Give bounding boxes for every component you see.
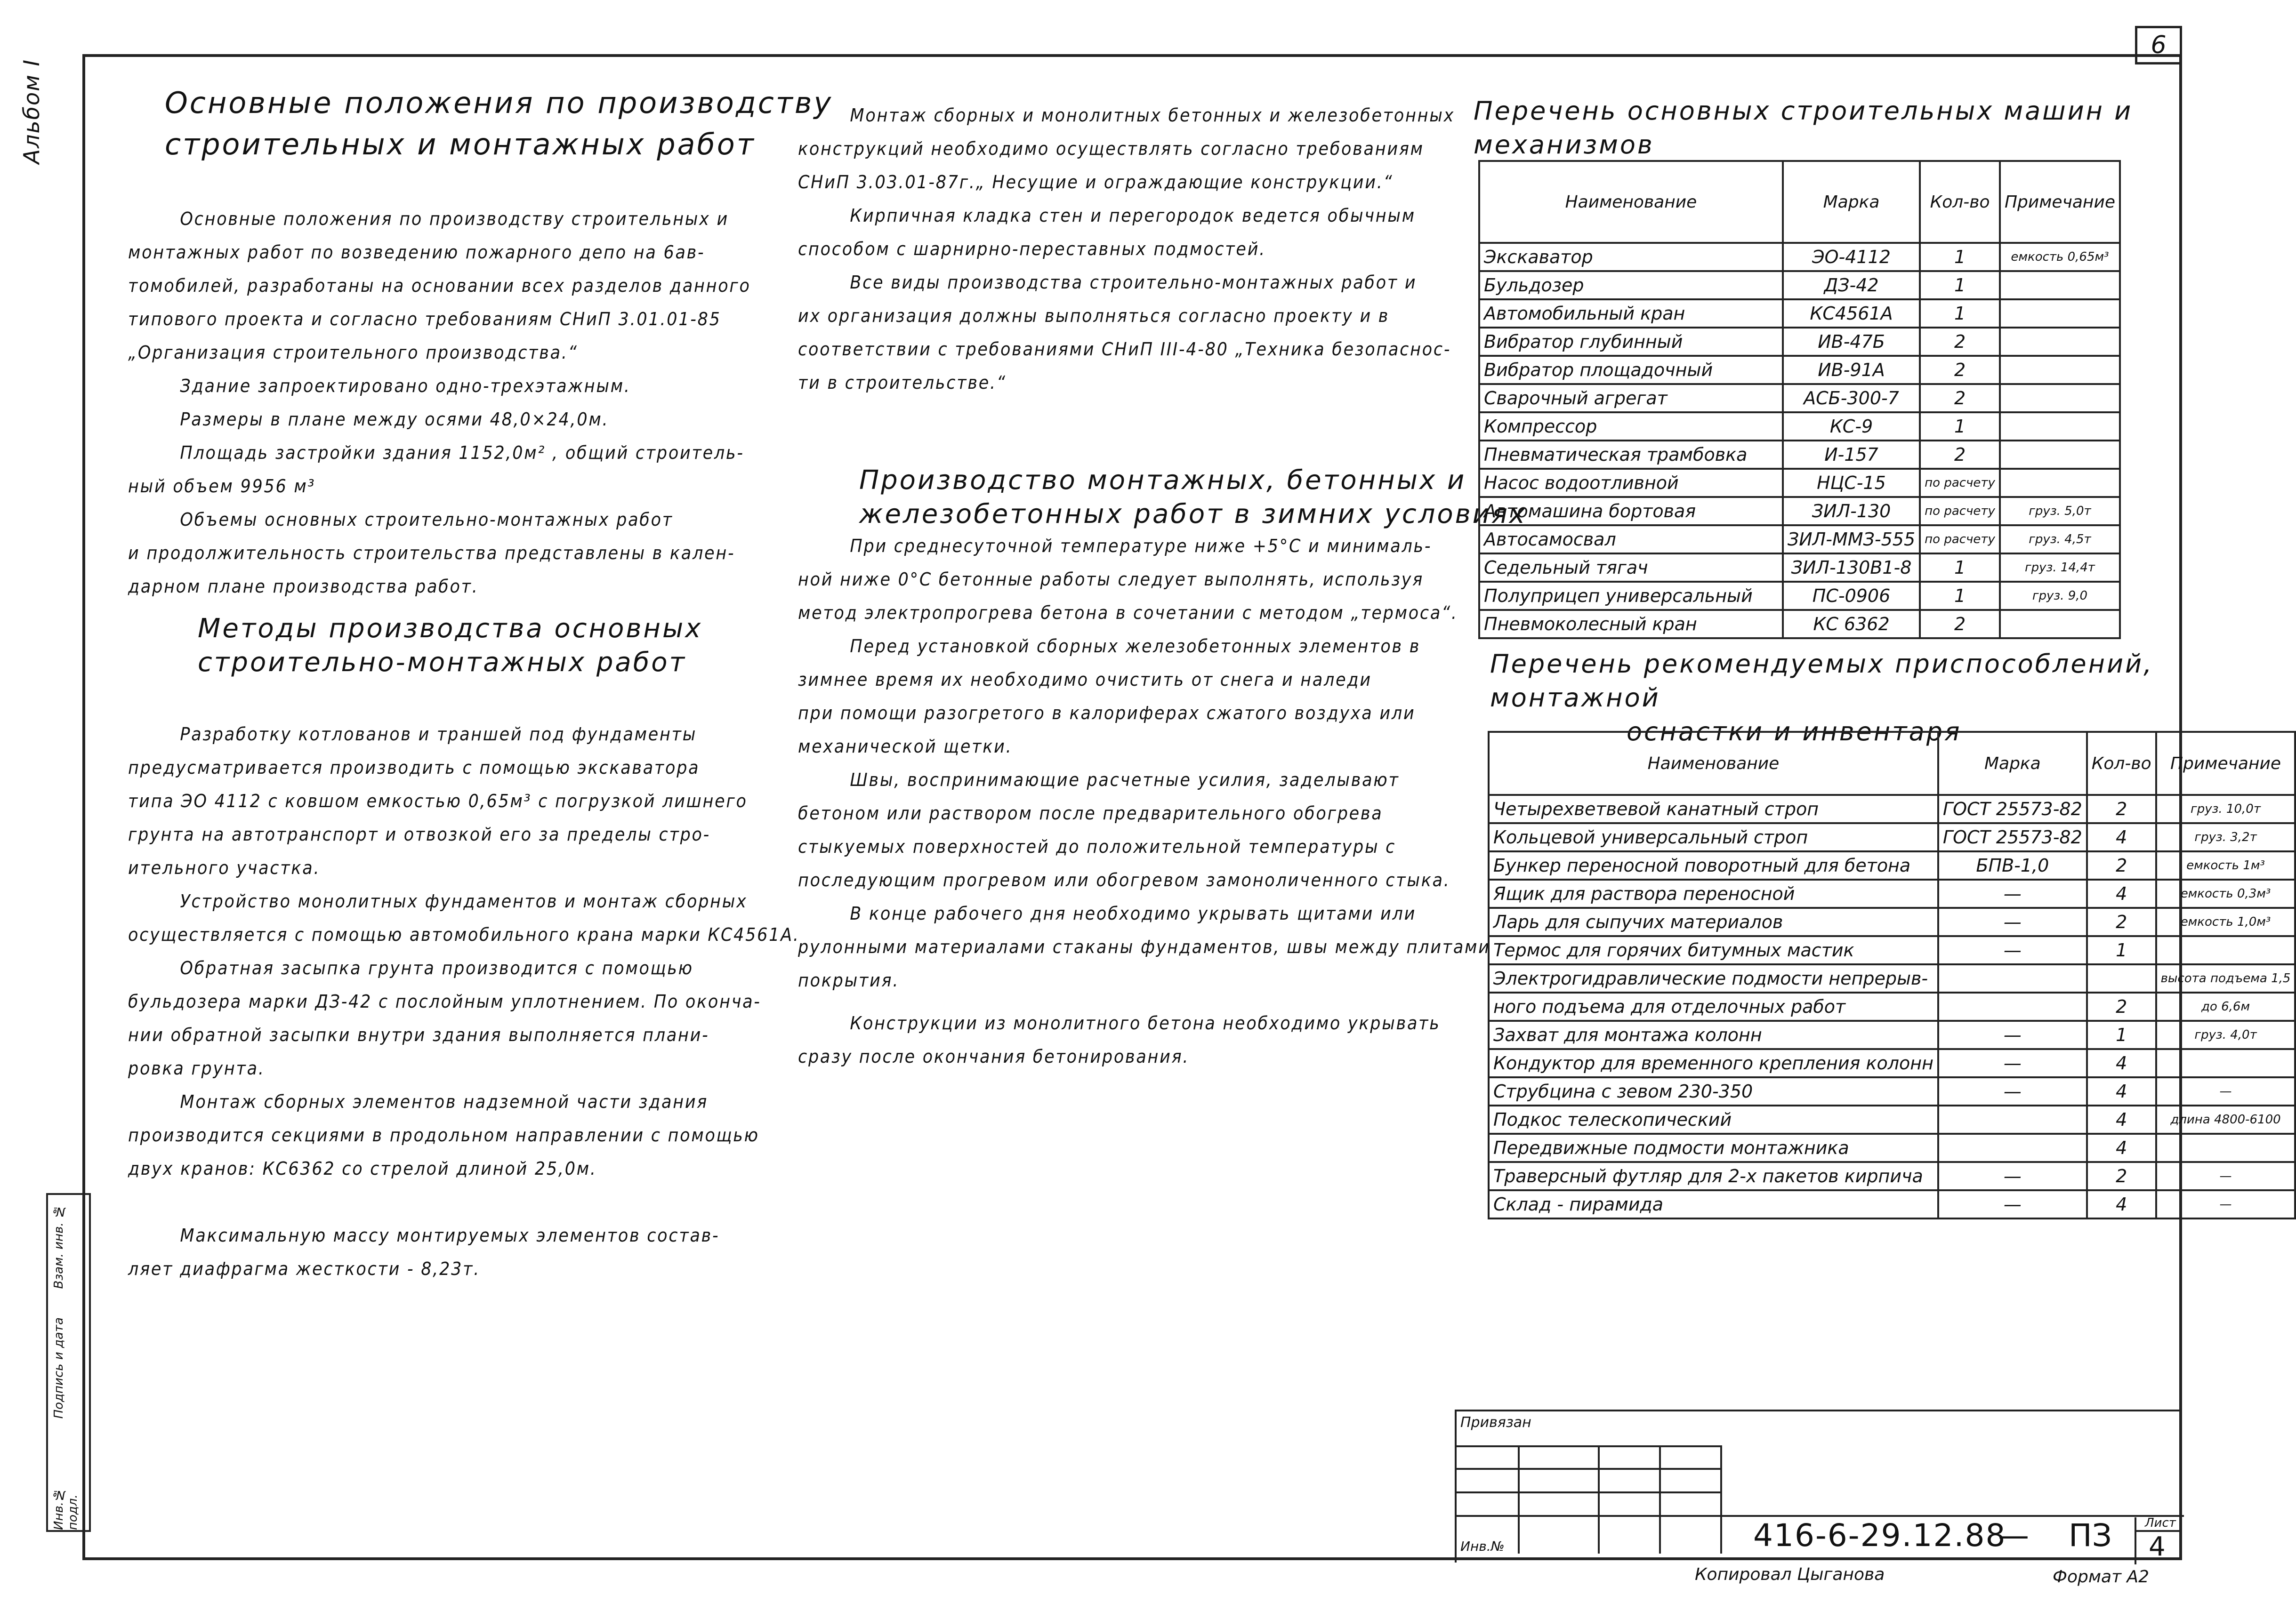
text-line: ровка грунта. — [128, 1058, 265, 1079]
table-cell: КС 6362 — [1783, 610, 1920, 638]
table-cell: ГОСТ 25573-82 — [1938, 795, 2087, 823]
text-line: их организация должны выполняться согласно проекту и в — [798, 305, 1390, 326]
column-header: Примечание — [2000, 161, 2120, 243]
table-cell: 1 — [2087, 1021, 2156, 1049]
table-cell: груз. 14,4т — [2000, 553, 2120, 582]
text-line: Основные положения по производству строительных и — [180, 208, 729, 229]
table-cell: Автомобильный кран — [1479, 299, 1783, 328]
table-cell — [2000, 412, 2120, 441]
table-cell — [1938, 1106, 2087, 1134]
text-line: Кирпичная кладка стен и перегородок ведется обычным — [850, 205, 1416, 226]
table-row — [1489, 1021, 2295, 1049]
text-line: метод электропрогрева бетона в сочетании с методом „термоса“. — [798, 602, 1458, 623]
winter-title: Производство монтажных, бетонных и железобетонных работ в зимних условиях — [859, 465, 1527, 529]
side-strip-label: Инв.№ подл. — [52, 1487, 80, 1530]
text-line: Обратная засыпка грунта производится с помощью — [180, 958, 693, 978]
table-row — [1479, 525, 2120, 553]
text-line: ной ниже 0°С бетонные работы следует выполнять, используя — [798, 569, 1424, 590]
table-cell: 2 — [2087, 908, 2156, 936]
table-row — [1479, 469, 2120, 497]
stamp-line — [1659, 1445, 1661, 1554]
text-line: типового проекта и согласно требованиям СНиП 3.01.01-85 — [128, 309, 721, 329]
title-block — [1455, 1410, 2182, 1563]
table-cell: 2 — [1920, 441, 2000, 469]
table-row — [1479, 582, 2120, 610]
table-cell: Траверсный футляр для 2-х пакетов кирпича — [1489, 1162, 1938, 1190]
table-cell: Сварочный агрегат — [1479, 384, 1783, 412]
table-row — [1479, 412, 2120, 441]
table-cell: Ящик для раствора переносной — [1489, 880, 1938, 908]
table-cell: груз. 3,2т — [2156, 823, 2296, 851]
table-cell: 2 — [2087, 851, 2156, 880]
column-header: Марка — [1938, 732, 2087, 795]
stamp-line — [2135, 1517, 2136, 1564]
text-line: СНиП 3.03.01-87г.„ Несущие и ограждающие конструкции.“ — [798, 172, 1394, 192]
table-cell: 4 — [2087, 880, 2156, 908]
table-cell: 1 — [2087, 936, 2156, 964]
column-header: Кол-во — [2087, 732, 2156, 795]
text-line: Все виды производства строительно-монтажных работ и — [850, 272, 1417, 293]
table-cell: — — [1938, 908, 2087, 936]
text-line: механической щетки. — [798, 736, 1013, 757]
text-line: бульдозера марки ДЗ-42 с послойным уплотнением. По оконча- — [128, 991, 761, 1012]
winter-text — [798, 529, 1490, 1074]
sheet-number: 6 — [2135, 26, 2182, 64]
table-cell: ИВ-91А — [1783, 356, 1920, 384]
table-cell: Автомашина бортовая — [1479, 497, 1783, 525]
table-row — [1479, 299, 2120, 328]
table-cell: 2 — [2087, 795, 2156, 823]
table-row — [1479, 243, 2120, 271]
text-line: В конце рабочего дня необходимо укрывать щитами или — [850, 903, 1417, 924]
table-cell: — — [2156, 1162, 2296, 1190]
table-cell: Экскаватор — [1479, 243, 1783, 271]
text-line: Монтаж сборных и монолитных бетонных и железобетонных — [850, 105, 1455, 126]
table-cell — [2000, 299, 2120, 328]
text-line: ный объем 9956 м³ — [128, 476, 316, 497]
table-row — [1489, 1134, 2295, 1162]
installation-text — [798, 99, 1455, 400]
table-cell: 2 — [2087, 1162, 2156, 1190]
text-line: стыкуемых поверхностей до положительной температуры с — [798, 836, 1396, 857]
text-line: грунта на автотранспорт и отвозкой его за пределы стро- — [128, 824, 711, 845]
table-cell: Кондуктор для временного крепления колонн — [1489, 1049, 1938, 1077]
table-cell: емкость 0,65м³ — [2000, 243, 2120, 271]
text-line: способом с шарнирно-переставных подмостей. — [798, 239, 1266, 259]
table-cell: емкость 1,0м³ — [2156, 908, 2296, 936]
machines-table — [1478, 160, 2121, 639]
text-line: и продолжительность строительства представлены в кален- — [128, 543, 735, 563]
table-cell — [2000, 328, 2120, 356]
table-cell: АСБ-300-7 — [1783, 384, 1920, 412]
table-cell: емкость 0,3м³ — [2156, 880, 2296, 908]
text-line: томобилей, разработаны на основании всех разделов данного — [128, 275, 751, 296]
table-cell: — — [1938, 1021, 2087, 1049]
table-cell: Бункер переносной поворотный для бетона — [1489, 851, 1938, 880]
table-row — [1489, 795, 2295, 823]
table-cell: Седельный тягач — [1479, 553, 1783, 582]
table-cell: Бульдозер — [1479, 271, 1783, 299]
stamp-line — [1457, 1491, 1720, 1493]
document-code: 416-6-29.12.88 — [1753, 1517, 2006, 1554]
list-number: 4 — [2149, 1531, 2166, 1562]
table-cell — [2000, 441, 2120, 469]
table-cell: Подкос телескопический — [1489, 1106, 1938, 1134]
text-line: нии обратной засыпки внутри здания выполняется плани- — [128, 1025, 709, 1045]
table-cell: 4 — [2087, 1190, 2156, 1218]
table-cell: 1 — [1920, 553, 2000, 582]
copied-by: Копировал Цыганова — [1695, 1565, 1885, 1584]
table-cell: КС4561А — [1783, 299, 1920, 328]
text-line — [128, 1186, 800, 1219]
table-cell: груз. 10,0т — [2156, 795, 2296, 823]
table-cell: 4 — [2087, 823, 2156, 851]
table-cell: емкость 1м³ — [2156, 851, 2296, 880]
table-cell: Вибратор площадочный — [1479, 356, 1783, 384]
table-row — [1489, 1162, 2295, 1190]
table-row — [1479, 610, 2120, 638]
table-cell: Струбцина с зевом 230-350 — [1489, 1077, 1938, 1106]
table-row — [1489, 851, 2295, 880]
stamp-line — [1518, 1445, 1520, 1554]
table-row — [1489, 823, 2295, 851]
text-line: сразу после окончания бетонирования. — [798, 1046, 1190, 1067]
table-cell: 2 — [2087, 993, 2156, 1021]
methods-title: Методы производства основных строительно-монтажных работ — [198, 613, 703, 678]
privyazan-label: Привязан — [1460, 1414, 1531, 1431]
text-line: Перед установкой сборных железобетонных элементов в — [850, 636, 1421, 657]
text-line: покрытия. — [798, 970, 900, 991]
table-row — [1479, 328, 2120, 356]
table-cell: 4 — [2087, 1134, 2156, 1162]
general-provisions-text — [128, 202, 751, 603]
table-row — [1489, 1077, 2295, 1106]
table-cell: 2 — [1920, 610, 2000, 638]
text-line: Размеры в плане между осями 48,0×24,0м. — [180, 409, 609, 430]
table-cell: НЦС-15 — [1783, 469, 1920, 497]
table-cell: длина 4800-6100 — [2156, 1106, 2296, 1134]
text-line: соответствии с требованиями СНиП III-4-80 „Техника безопаснос- — [798, 339, 1451, 360]
text-line: Площадь застройки здания 1152,0м² , общий строитель- — [180, 442, 744, 463]
table-cell: Пневмоколесный кран — [1479, 610, 1783, 638]
table-cell: груз. 4,0т — [2156, 1021, 2296, 1049]
table-cell: Передвижные подмости монтажника — [1489, 1134, 1938, 1162]
table-cell: 1 — [1920, 271, 2000, 299]
table-cell — [2000, 384, 2120, 412]
tools-title: Перечень рекомендуемых приспособлений, монтажной оснастки и инвентаря — [1490, 649, 2154, 746]
inv-label: Инв.№ — [1460, 1539, 1505, 1554]
table-cell: 4 — [2087, 1077, 2156, 1106]
text-line: Объемы основных строительно-монтажных работ — [180, 509, 673, 530]
text-line: Максимальную массу монтируемых элементов состав- — [180, 1225, 720, 1246]
column-header: Наименование — [1489, 732, 1938, 795]
table-cell: 2 — [1920, 384, 2000, 412]
table-cell: — — [1938, 936, 2087, 964]
text-line: при помощи разогретого в калориферах сжатого воздуха или — [798, 703, 1416, 723]
table-cell: ЗИЛ-ММЗ-555 — [1783, 525, 1920, 553]
text-line: ти в строительстве.“ — [798, 372, 1007, 393]
text-line: рулонными материалами стаканы фундаментов, швы между плитами — [798, 937, 1490, 957]
table-row — [1489, 880, 2295, 908]
table-cell: груз. 9,0 — [2000, 582, 2120, 610]
tools-table-body — [1489, 795, 2295, 1218]
table-cell: — — [2156, 1190, 2296, 1218]
column-header: Марка — [1783, 161, 1920, 243]
list-label: Лист — [2145, 1516, 2176, 1530]
text-line: Конструкции из монолитного бетона необходимо укрывать — [850, 1013, 1441, 1034]
table-cell: ного подъема для отделочных работ — [1489, 993, 1938, 1021]
album-label: Альбом I — [19, 59, 44, 164]
text-line: осуществляется с помощью автомобильного крана марки КС4561А. — [128, 924, 800, 945]
table-row — [1479, 384, 2120, 412]
table-row — [1489, 993, 2295, 1021]
text-line: типа ЭО 4112 с ковшом емкостью 0,65м³ с погрузкой лишнего — [128, 791, 748, 811]
column-header: Кол-во — [1920, 161, 2000, 243]
text-line: зимнее время их необходимо очистить от снега и наледи — [798, 669, 1372, 690]
table-row — [1479, 441, 2120, 469]
table-cell: — — [1938, 1049, 2087, 1077]
table-row — [1489, 1106, 2295, 1134]
table-cell: Электрогидравлические подмости непрерыв- — [1489, 964, 1938, 993]
table-cell: ЗИЛ-130 — [1783, 497, 1920, 525]
column-header: Примечание — [2156, 732, 2296, 795]
column-header: Наименование — [1479, 161, 1783, 243]
table-cell: — — [1938, 1162, 2087, 1190]
table-cell: Четырехветвевой канатный строп — [1489, 795, 1938, 823]
code-dash: — — [1998, 1517, 2029, 1554]
table-cell: 1 — [1920, 412, 2000, 441]
table-cell: — — [1938, 1190, 2087, 1218]
table-cell: И-157 — [1783, 441, 1920, 469]
table-cell: груз. 4,5т — [2000, 525, 2120, 553]
table-cell: груз. 5,0т — [2000, 497, 2120, 525]
table-cell: 1 — [1920, 243, 2000, 271]
table-header-row — [1479, 161, 2120, 243]
table-cell — [1938, 964, 2087, 993]
main-title: Основные положения по производству строительных и монтажных работ — [165, 86, 833, 161]
stamp-line — [1598, 1445, 1600, 1554]
table-cell: ЗИЛ-130В1-8 — [1783, 553, 1920, 582]
section-code: ПЗ — [2069, 1517, 2112, 1554]
stamp-line — [1457, 1468, 1720, 1470]
text-line: „Организация строительного производства.“ — [128, 342, 578, 363]
table-row — [1489, 964, 2295, 993]
table-cell — [2000, 271, 2120, 299]
table-row — [1479, 553, 2120, 582]
text-line: предусматривается производить с помощью экскаватора — [128, 757, 700, 778]
table-cell — [1938, 993, 2087, 1021]
table-cell: ИВ-47Б — [1783, 328, 1920, 356]
text-line: Монтаж сборных элементов надземной части здания — [180, 1091, 709, 1112]
table-cell: Вибратор глубинный — [1479, 328, 1783, 356]
side-strip-label: Подпись и дата — [52, 1317, 66, 1419]
machines-table-body — [1479, 243, 2120, 638]
stamp-line — [1720, 1445, 1722, 1554]
text-line: ительного участка. — [128, 858, 321, 878]
table-cell: высота подъема 1,5 — [2156, 964, 2296, 993]
table-cell: Ларь для сыпучих материалов — [1489, 908, 1938, 936]
text-line: конструкций необходимо осуществлять согласно требованиям — [798, 138, 1424, 159]
text-line: последующим прогревом или обогревом замоноличенного стыка. — [798, 870, 1450, 890]
table-cell: ПС-0906 — [1783, 582, 1920, 610]
table-cell: по расчету — [1920, 469, 2000, 497]
table-cell: по расчету — [1920, 525, 2000, 553]
machines-title: Перечень основных строительных машин и механизмов — [1474, 96, 2133, 160]
table-cell: 1 — [1920, 582, 2000, 610]
text-line: производится секциями в продольном направлении с помощью — [128, 1125, 759, 1146]
table-cell: 2 — [1920, 328, 2000, 356]
table-cell: 1 — [1920, 299, 2000, 328]
table-cell: Компрессор — [1479, 412, 1783, 441]
table-row — [1489, 908, 2295, 936]
table-cell: Захват для монтажа колонн — [1489, 1021, 1938, 1049]
table-cell: БПВ-1,0 — [1938, 851, 2087, 880]
side-strip-label: Взам. инв. № — [52, 1204, 66, 1289]
table-cell: ДЗ-42 — [1783, 271, 1920, 299]
text-line: При среднесуточной температуре ниже +5°С и минималь- — [850, 536, 1432, 556]
table-cell: 4 — [2087, 1049, 2156, 1077]
table-header-row — [1489, 732, 2295, 795]
table-cell: Пневматическая трамбовка — [1479, 441, 1783, 469]
table-cell: — — [1938, 1077, 2087, 1106]
table-cell — [2156, 936, 2296, 964]
stamp-line — [1457, 1445, 1720, 1447]
table-cell: — — [1938, 880, 2087, 908]
table-cell — [2000, 610, 2120, 638]
format-label: Формат А2 — [2053, 1567, 2150, 1587]
table-cell: Термос для горячих битумных мастик — [1489, 936, 1938, 964]
text-line: Разработку котлованов и траншей под фундаменты — [180, 724, 697, 745]
table-cell — [2156, 1134, 2296, 1162]
table-cell — [2000, 469, 2120, 497]
text-line: Здание запроектировано одно-трехэтажным. — [180, 376, 631, 396]
table-cell: ЭО-4112 — [1783, 243, 1920, 271]
text-line: двух кранов: КС6362 со стрелой длиной 25,0м. — [128, 1158, 597, 1179]
table-row — [1479, 271, 2120, 299]
text-line: монтажных работ по возведению пожарного депо на 6ав- — [128, 242, 705, 263]
tools-table — [1488, 731, 2296, 1219]
table-cell: ГОСТ 25573-82 — [1938, 823, 2087, 851]
table-row — [1489, 1049, 2295, 1077]
table-cell: до 6,6м — [2156, 993, 2296, 1021]
text-line: Устройство монолитных фундаментов и монтаж сборных — [180, 891, 748, 912]
table-cell: Кольцевой универсальный строп — [1489, 823, 1938, 851]
table-row — [1479, 497, 2120, 525]
table-row — [1479, 356, 2120, 384]
text-line: дарном плане производства работ. — [128, 576, 479, 597]
table-cell: КС-9 — [1783, 412, 1920, 441]
table-cell: 4 — [2087, 1106, 2156, 1134]
table-row — [1489, 1190, 2295, 1218]
table-cell: Насос водоотливной — [1479, 469, 1783, 497]
table-cell: Автосамосвал — [1479, 525, 1783, 553]
table-row — [1489, 936, 2295, 964]
text-line: Швы, воспринимающие расчетные усилия, заделывают — [850, 769, 1400, 790]
table-cell: 2 — [1920, 356, 2000, 384]
table-cell — [1938, 1134, 2087, 1162]
table-cell: Склад - пирамида — [1489, 1190, 1938, 1218]
table-cell: Полуприцеп универсальный — [1479, 582, 1783, 610]
stamp-line — [1457, 1515, 2184, 1517]
text-line: бетоном или раствором после предварительного обогрева — [798, 803, 1383, 824]
table-cell: — — [2156, 1077, 2296, 1106]
table-cell — [2156, 1049, 2296, 1077]
table-cell — [2087, 964, 2156, 993]
side-strip — [46, 1193, 91, 1532]
methods-text — [128, 718, 800, 1286]
table-cell: по расчету — [1920, 497, 2000, 525]
text-line: ляет диафрагма жесткости - 8,23т. — [128, 1258, 481, 1279]
table-cell — [2000, 356, 2120, 384]
